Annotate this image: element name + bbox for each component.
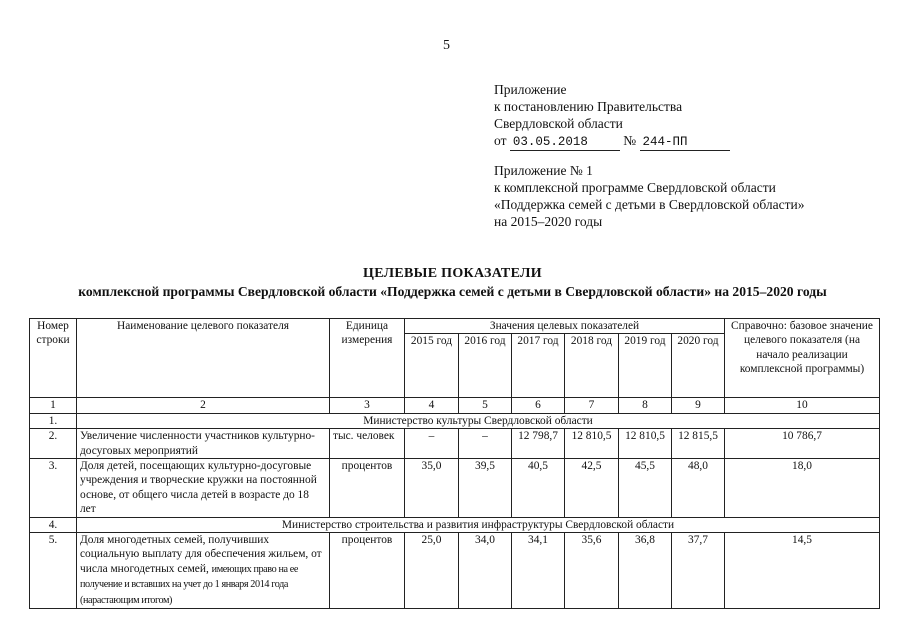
indicator-name: Увеличение численности участников культурно-досуговых мероприятий bbox=[77, 429, 330, 459]
targets-table bbox=[29, 318, 880, 609]
appendix1-line: Приложение № 1 bbox=[494, 163, 593, 178]
header-name: Наименование целевого показателя bbox=[77, 319, 330, 398]
value-cell: 48,0 bbox=[672, 459, 725, 518]
appendix-line: Свердловской области bbox=[494, 116, 623, 131]
indicator-name bbox=[77, 533, 330, 609]
section-row-culture bbox=[30, 413, 880, 428]
value-cell: 25,0 bbox=[405, 533, 459, 609]
header-year: 2016 год bbox=[459, 334, 512, 398]
header-year: 2018 год bbox=[565, 334, 619, 398]
header-values-group: Значения целевых показателей bbox=[405, 319, 725, 334]
value-cell: 12 810,5 bbox=[565, 429, 619, 459]
value-cell: 39,5 bbox=[459, 459, 512, 518]
document-subtitle: комплексной программы Свердловской области «Поддержка семей с детьми в Свердловской области» на 2015–2020 годы bbox=[78, 284, 827, 299]
unit-cell: процентов bbox=[330, 459, 405, 518]
header-year: 2017 год bbox=[512, 334, 565, 398]
appendix1-line: на 2015–2020 годы bbox=[494, 214, 603, 229]
value-cell: 34,0 bbox=[459, 533, 512, 609]
number-sign: № bbox=[623, 133, 637, 148]
from-prefix: от bbox=[494, 133, 507, 148]
value-cell: 12 798,7 bbox=[512, 429, 565, 459]
decree-date-field: 03.05.2018 bbox=[510, 135, 620, 151]
value-cell: 37,7 bbox=[672, 533, 725, 609]
column-number: 5 bbox=[459, 398, 512, 413]
value-cell: 34,1 bbox=[512, 533, 565, 609]
column-number: 1 bbox=[30, 398, 77, 413]
value-cell: 40,5 bbox=[512, 459, 565, 518]
decree-number-field: 244-ПП bbox=[640, 135, 730, 151]
table-row bbox=[30, 459, 880, 518]
unit-cell: процентов bbox=[330, 533, 405, 609]
indicator-name: Доля детей, посещающих культурно-досуговые учреждения и творческие кружки на постоянной основе, от общего числа детей в возрасте до 18 лет bbox=[77, 459, 330, 518]
header-year: 2015 год bbox=[405, 334, 459, 398]
column-number: 2 bbox=[77, 398, 330, 413]
column-number: 8 bbox=[619, 398, 672, 413]
appendix1-block bbox=[494, 162, 804, 230]
table-row bbox=[30, 429, 880, 459]
value-cell: 35,0 bbox=[405, 459, 459, 518]
table-row bbox=[30, 533, 880, 609]
header-year: 2019 год bbox=[619, 334, 672, 398]
appendix-line: Приложение bbox=[494, 82, 567, 97]
row-number: 3. bbox=[30, 459, 77, 518]
header-row-number: Номер строки bbox=[30, 319, 77, 398]
column-number: 9 bbox=[672, 398, 725, 413]
indicator-name-part: имеющих право на ее получение и вставших на учет до 1 января 2014 года (нарастающим итогом) bbox=[80, 563, 299, 606]
column-number: 3 bbox=[330, 398, 405, 413]
value-cell: 12 810,5 bbox=[619, 429, 672, 459]
value-cell: – bbox=[405, 429, 459, 459]
document-title: ЦЕЛЕВЫЕ ПОКАЗАТЕЛИ bbox=[363, 266, 542, 281]
appendix1-line: «Поддержка семей с детьми в Свердловской области» bbox=[494, 197, 805, 212]
indicator-name-part: Доля многодетных семей, получивших социальную выплату для обеспечения жильем, от числа многодетных семей, bbox=[80, 534, 322, 575]
page-number: 5 bbox=[443, 38, 450, 53]
section-title: Министерство культуры Свердловской области bbox=[77, 413, 880, 428]
section-title: Министерство строительства и развития инфраструктуры Свердловской области bbox=[77, 517, 880, 532]
value-cell: – bbox=[459, 429, 512, 459]
base-value-cell: 10 786,7 bbox=[725, 429, 880, 459]
value-cell: 35,6 bbox=[565, 533, 619, 609]
column-number-row bbox=[30, 398, 880, 413]
column-number: 6 bbox=[512, 398, 565, 413]
value-cell: 42,5 bbox=[565, 459, 619, 518]
appendix1-line: к комплексной программе Свердловской области bbox=[494, 180, 776, 195]
column-number: 7 bbox=[565, 398, 619, 413]
value-cell: 36,8 bbox=[619, 533, 672, 609]
column-number: 10 bbox=[725, 398, 880, 413]
header-reference: Справочно: базовое значение целевого показателя (на начало реализации комплексной программы) bbox=[725, 319, 880, 398]
row-number: 4. bbox=[30, 517, 77, 532]
header-unit: Единица измерения bbox=[330, 319, 405, 398]
row-number: 5. bbox=[30, 533, 77, 609]
section-row-construction bbox=[30, 517, 880, 532]
header-year: 2020 год bbox=[672, 334, 725, 398]
appendix-block bbox=[494, 81, 730, 151]
value-cell: 45,5 bbox=[619, 459, 672, 518]
base-value-cell: 18,0 bbox=[725, 459, 880, 518]
row-number: 2. bbox=[30, 429, 77, 459]
header-row bbox=[30, 319, 880, 334]
unit-cell: тыс. человек bbox=[330, 429, 405, 459]
appendix-date-line bbox=[494, 132, 730, 151]
column-number: 4 bbox=[405, 398, 459, 413]
base-value-cell: 14,5 bbox=[725, 533, 880, 609]
value-cell: 12 815,5 bbox=[672, 429, 725, 459]
appendix-line: к постановлению Правительства bbox=[494, 99, 683, 114]
row-number: 1. bbox=[30, 413, 77, 428]
